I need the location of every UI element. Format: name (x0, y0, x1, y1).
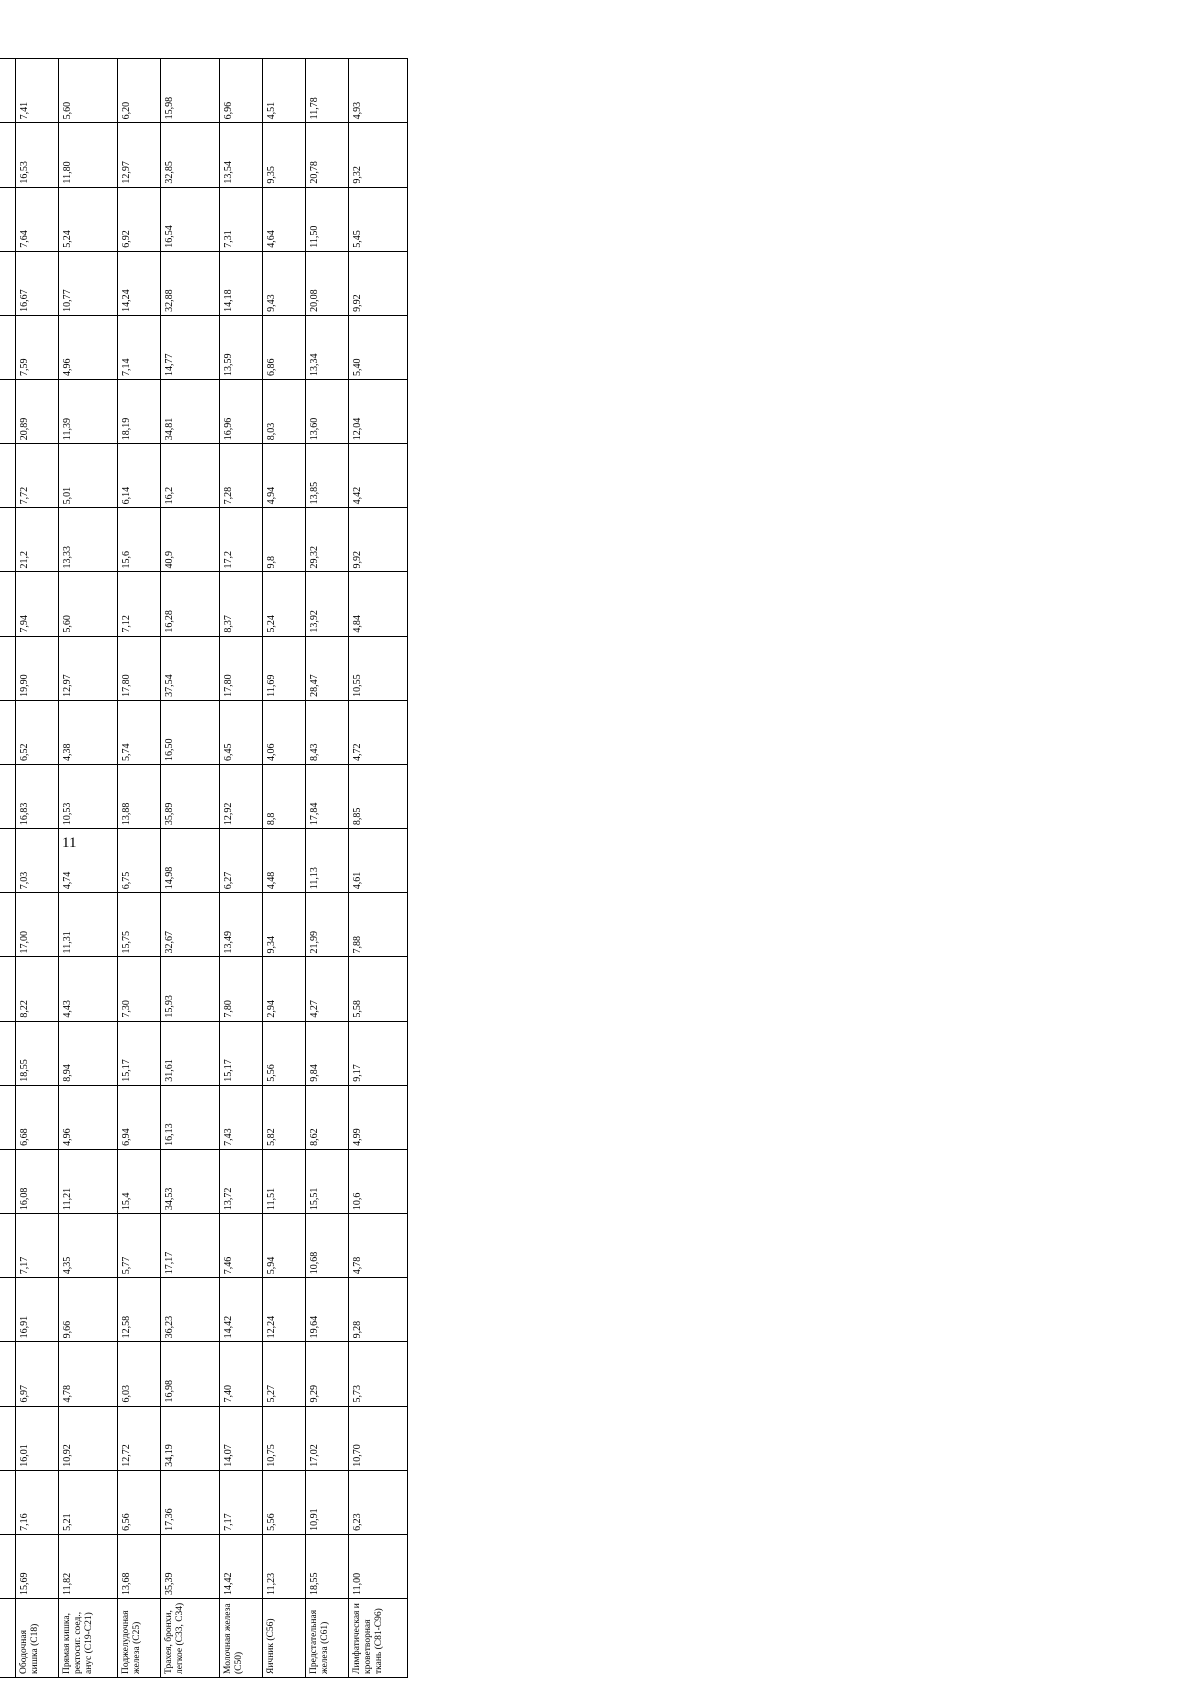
localization-cell: Ободочная кишка (С18) (16, 1599, 59, 1678)
standardized-rate-cell: 16,54 (161, 187, 220, 251)
standardized-rate-cell: 7,94 (16, 572, 59, 636)
localization-cell: Молочная железа (С50) (220, 1599, 263, 1678)
crude-rate-cell: 12,24 (263, 1278, 306, 1342)
standardized-rate-cell: 7,80 (220, 957, 263, 1021)
crude-rate-cell: 15,6 (118, 508, 161, 572)
crude-rate-cell: 9,8 (263, 508, 306, 572)
crude-rate-cell: 11,23 (263, 1534, 306, 1598)
standardized-rate-cell: 14,98 (161, 829, 220, 893)
crude-rate-cell: 15,51 (306, 1149, 349, 1213)
standardized-rate-cell: 6,03 (118, 1342, 161, 1406)
standardized-rate-cell (0, 700, 16, 764)
standardized-rate-cell: 10,91 (306, 1470, 349, 1534)
crude-rate-cell: 20,78 (306, 123, 349, 187)
standardized-rate-cell: 6,97 (16, 1342, 59, 1406)
standardized-rate-cell: 5,60 (59, 572, 118, 636)
crude-rate-cell (0, 764, 16, 828)
standardized-rate-cell: 6,20 (118, 59, 161, 123)
crude-rate-cell: 11,51 (263, 1149, 306, 1213)
standardized-rate-cell: 5,82 (263, 1085, 306, 1149)
standardized-rate-cell: 7,30 (118, 957, 161, 1021)
standardized-rate-cell: 6,96 (220, 59, 263, 123)
crude-rate-cell (0, 1534, 16, 1598)
crude-rate-cell: 9,92 (349, 508, 408, 572)
crude-rate-cell: 12,04 (349, 380, 408, 444)
standardized-rate-cell: 4,96 (59, 315, 118, 379)
crude-rate-cell: 9,28 (349, 1278, 408, 1342)
standardized-rate-cell: 16,50 (161, 700, 220, 764)
standardized-rate-cell: 5,45 (349, 187, 408, 251)
crude-rate-cell: 21,99 (306, 893, 349, 957)
table-row (118, 59, 161, 1678)
localization-cell: Поджелудочная железа (С25) (118, 1599, 161, 1678)
crude-rate-cell: 18,55 (306, 1534, 349, 1598)
localization-cell (0, 1599, 16, 1678)
standardized-rate-cell: 4,38 (59, 700, 118, 764)
crude-rate-cell: 9,17 (349, 1021, 408, 1085)
standardized-rate-cell (0, 829, 16, 893)
crude-rate-cell: 13,72 (220, 1149, 263, 1213)
standardized-rate-cell: 4,61 (349, 829, 408, 893)
standardized-rate-cell: 7,17 (16, 1214, 59, 1278)
crude-rate-cell: 35,89 (161, 764, 220, 828)
crude-rate-cell: 36,23 (161, 1278, 220, 1342)
standardized-rate-cell: 7,31 (220, 187, 263, 251)
mortality-table (0, 58, 408, 1678)
table-row (349, 59, 408, 1678)
crude-rate-cell: 16,01 (16, 1406, 59, 1470)
localization-cell: Трахея, бронхи, легкое (С33, С34) (161, 1599, 220, 1678)
crude-rate-cell: 9,92 (349, 251, 408, 315)
crude-rate-cell: 8,03 (263, 380, 306, 444)
crude-rate-cell: 34,53 (161, 1149, 220, 1213)
table-row (306, 59, 349, 1678)
crude-rate-cell: 9,32 (349, 123, 408, 187)
standardized-rate-cell (0, 957, 16, 1021)
crude-rate-cell: 31,61 (161, 1021, 220, 1085)
crude-rate-cell: 16,96 (220, 380, 263, 444)
crude-rate-cell: 17,00 (16, 893, 59, 957)
crude-rate-cell: 11,39 (59, 380, 118, 444)
table-row (161, 59, 220, 1678)
crude-rate-cell: 9,66 (59, 1278, 118, 1342)
crude-rate-cell: 20,08 (306, 251, 349, 315)
crude-rate-cell: 9,84 (306, 1021, 349, 1085)
crude-rate-cell: 10,92 (59, 1406, 118, 1470)
standardized-rate-cell: 7,16 (16, 1470, 59, 1534)
crude-rate-cell: 10,70 (349, 1406, 408, 1470)
table-row (16, 59, 59, 1678)
standardized-rate-cell: 9,29 (306, 1342, 349, 1406)
standardized-rate-cell: 4,48 (263, 829, 306, 893)
crude-rate-cell: 11,82 (59, 1534, 118, 1598)
standardized-rate-cell (0, 1085, 16, 1149)
crude-rate-cell: 16,08 (16, 1149, 59, 1213)
standardized-rate-cell: 11,13 (306, 829, 349, 893)
standardized-rate-cell: 16,13 (161, 1085, 220, 1149)
crude-rate-cell: 35,39 (161, 1534, 220, 1598)
standardized-rate-cell: 15,93 (161, 957, 220, 1021)
crude-rate-cell: 13,88 (118, 764, 161, 828)
crude-rate-cell (0, 380, 16, 444)
standardized-rate-cell (0, 444, 16, 508)
standardized-rate-cell (0, 572, 16, 636)
crude-rate-cell: 11,00 (349, 1534, 408, 1598)
crude-rate-cell: 12,72 (118, 1406, 161, 1470)
standardized-rate-cell: 10,68 (306, 1214, 349, 1278)
standardized-rate-cell: 5,73 (349, 1342, 408, 1406)
crude-rate-cell: 11,31 (59, 893, 118, 957)
crude-rate-cell: 10,77 (59, 251, 118, 315)
standardized-rate-cell: 6,94 (118, 1085, 161, 1149)
standardized-rate-cell: 16,28 (161, 572, 220, 636)
standardized-rate-cell: 5,77 (118, 1214, 161, 1278)
crude-rate-cell: 19,90 (16, 636, 59, 700)
table-row (263, 59, 306, 1678)
standardized-rate-cell: 5,58 (349, 957, 408, 1021)
crude-rate-cell: 17,80 (118, 636, 161, 700)
crude-rate-cell: 7,88 (349, 893, 408, 957)
standardized-rate-cell: 7,46 (220, 1214, 263, 1278)
crude-rate-cell: 16,53 (16, 123, 59, 187)
crude-rate-cell: 16,91 (16, 1278, 59, 1342)
standardized-rate-cell: 4,78 (59, 1342, 118, 1406)
standardized-rate-cell: 6,86 (263, 315, 306, 379)
crude-rate-cell: 21,2 (16, 508, 59, 572)
standardized-rate-cell: 7,72 (16, 444, 59, 508)
standardized-rate-cell (0, 1214, 16, 1278)
page-number: 11 (62, 835, 77, 851)
crude-rate-cell: 40,9 (161, 508, 220, 572)
crude-rate-cell: 14,24 (118, 251, 161, 315)
standardized-rate-cell: 6,14 (118, 444, 161, 508)
crude-rate-cell: 9,43 (263, 251, 306, 315)
localization-cell: Лимфатическая и кроветворная ткань (С81-С96) (349, 1599, 408, 1678)
crude-rate-cell: 11,21 (59, 1149, 118, 1213)
standardized-rate-cell: 7,12 (118, 572, 161, 636)
crude-rate-cell: 13,60 (306, 380, 349, 444)
crude-rate-cell: 17,80 (220, 636, 263, 700)
crude-rate-cell: 15,4 (118, 1149, 161, 1213)
crude-rate-cell: 32,88 (161, 251, 220, 315)
standardized-rate-cell: 5,24 (263, 572, 306, 636)
crude-rate-cell: 13,68 (118, 1534, 161, 1598)
standardized-rate-cell: 7,03 (16, 829, 59, 893)
standardized-rate-cell (0, 1470, 16, 1534)
crude-rate-cell (0, 251, 16, 315)
standardized-rate-cell: 5,01 (59, 444, 118, 508)
standardized-rate-cell: 5,74 (118, 700, 161, 764)
table-row (59, 59, 118, 1678)
crude-rate-cell: 17,84 (306, 764, 349, 828)
standardized-rate-cell: 4,72 (349, 700, 408, 764)
standardized-rate-cell: 5,40 (349, 315, 408, 379)
crude-rate-cell: 10,75 (263, 1406, 306, 1470)
standardized-rate-cell: 6,92 (118, 187, 161, 251)
crude-rate-cell (0, 1149, 16, 1213)
standardized-rate-cell: 4,42 (349, 444, 408, 508)
standardized-rate-cell: 16,98 (161, 1342, 220, 1406)
standardized-rate-cell: 6,75 (118, 829, 161, 893)
standardized-rate-cell: 4,51 (263, 59, 306, 123)
standardized-rate-cell: 7,28 (220, 444, 263, 508)
crude-rate-cell: 13,33 (59, 508, 118, 572)
crude-rate-cell: 15,69 (16, 1534, 59, 1598)
standardized-rate-cell: 13,34 (306, 315, 349, 379)
standardized-rate-cell: 6,45 (220, 700, 263, 764)
crude-rate-cell: 12,97 (59, 636, 118, 700)
crude-rate-cell: 8,94 (59, 1021, 118, 1085)
crude-rate-cell: 20,89 (16, 380, 59, 444)
crude-rate-cell: 37,54 (161, 636, 220, 700)
crude-rate-cell (0, 1406, 16, 1470)
crude-rate-cell: 5,56 (263, 1021, 306, 1085)
standardized-rate-cell: 13,92 (306, 572, 349, 636)
crude-rate-cell: 10,53 (59, 764, 118, 828)
crude-rate-cell: 15,17 (118, 1021, 161, 1085)
standardized-rate-cell: 5,27 (263, 1342, 306, 1406)
crude-rate-cell: 8,8 (263, 764, 306, 828)
standardized-rate-cell: 4,06 (263, 700, 306, 764)
crude-rate-cell: 32,85 (161, 123, 220, 187)
standardized-rate-cell: 8,62 (306, 1085, 349, 1149)
rotated-content (0, 8, 760, 1708)
crude-rate-cell: 19,64 (306, 1278, 349, 1342)
crude-rate-cell: 12,92 (220, 764, 263, 828)
standardized-rate-cell: 4,96 (59, 1085, 118, 1149)
standardized-rate-cell: 7,41 (16, 59, 59, 123)
crude-rate-cell: 16,83 (16, 764, 59, 828)
standardized-rate-cell: 5,60 (59, 59, 118, 123)
crude-rate-cell: 14,42 (220, 1534, 263, 1598)
localization-cell: Предстательная железа (С61) (306, 1599, 349, 1678)
standardized-rate-cell: 8,37 (220, 572, 263, 636)
standardized-rate-cell: 4,64 (263, 187, 306, 251)
crude-rate-cell: 13,49 (220, 893, 263, 957)
table-row (220, 59, 263, 1678)
crude-rate-cell: 17,2 (220, 508, 263, 572)
standardized-rate-cell: 8,22 (16, 957, 59, 1021)
standardized-rate-cell: 7,59 (16, 315, 59, 379)
standardized-rate-cell (0, 59, 16, 123)
crude-rate-cell (0, 893, 16, 957)
crude-rate-cell: 10,55 (349, 636, 408, 700)
standardized-rate-cell: 4,74 (59, 829, 118, 893)
standardized-rate-cell: 5,24 (59, 187, 118, 251)
standardized-rate-cell: 4,94 (263, 444, 306, 508)
standardized-rate-cell: 16,2 (161, 444, 220, 508)
standardized-rate-cell: 11,50 (306, 187, 349, 251)
standardized-rate-cell: 4,27 (306, 957, 349, 1021)
crude-rate-cell (0, 123, 16, 187)
standardized-rate-cell: 6,23 (349, 1470, 408, 1534)
standardized-rate-cell: 17,36 (161, 1470, 220, 1534)
standardized-rate-cell: 4,78 (349, 1214, 408, 1278)
crude-rate-cell: 16,67 (16, 251, 59, 315)
standardized-rate-cell: 7,17 (220, 1470, 263, 1534)
standardized-rate-cell: 13,59 (220, 315, 263, 379)
crude-rate-cell: 17,02 (306, 1406, 349, 1470)
table-body (0, 59, 408, 1678)
standardized-rate-cell: 6,56 (118, 1470, 161, 1534)
crude-rate-cell (0, 1021, 16, 1085)
standardized-rate-cell (0, 187, 16, 251)
standardized-rate-cell: 7,43 (220, 1085, 263, 1149)
crude-rate-cell: 12,97 (118, 123, 161, 187)
standardized-rate-cell: 17,17 (161, 1214, 220, 1278)
standardized-rate-cell: 2,94 (263, 957, 306, 1021)
crude-rate-cell: 15,17 (220, 1021, 263, 1085)
crude-rate-cell: 32,67 (161, 893, 220, 957)
standardized-rate-cell: 7,14 (118, 315, 161, 379)
standardized-rate-cell (0, 1342, 16, 1406)
standardized-rate-cell: 7,64 (16, 187, 59, 251)
standardized-rate-cell: 7,40 (220, 1342, 263, 1406)
standardized-rate-cell: 11,78 (306, 59, 349, 123)
crude-rate-cell: 28,47 (306, 636, 349, 700)
crude-rate-cell: 13,54 (220, 123, 263, 187)
standardized-rate-cell: 4,84 (349, 572, 408, 636)
localization-cell: Яичник (С56) (263, 1599, 306, 1678)
crude-rate-cell: 12,58 (118, 1278, 161, 1342)
crude-rate-cell: 8,85 (349, 764, 408, 828)
crude-rate-cell: 34,19 (161, 1406, 220, 1470)
standardized-rate-cell: 6,27 (220, 829, 263, 893)
standardized-rate-cell: 15,98 (161, 59, 220, 123)
localization-cell: Прямая кишка, ректосиг. соед., анус (С19-С21) (59, 1599, 118, 1678)
table-row (0, 59, 16, 1678)
standardized-rate-cell: 14,77 (161, 315, 220, 379)
standardized-rate-cell: 4,35 (59, 1214, 118, 1278)
crude-rate-cell: 9,35 (263, 123, 306, 187)
crude-rate-cell: 14,07 (220, 1406, 263, 1470)
standardized-rate-cell: 5,56 (263, 1470, 306, 1534)
crude-rate-cell: 9,34 (263, 893, 306, 957)
standardized-rate-cell: 6,52 (16, 700, 59, 764)
crude-rate-cell (0, 636, 16, 700)
crude-rate-cell: 29,32 (306, 508, 349, 572)
standardized-rate-cell: 6,68 (16, 1085, 59, 1149)
standardized-rate-cell: 5,21 (59, 1470, 118, 1534)
standardized-rate-cell: 4,99 (349, 1085, 408, 1149)
crude-rate-cell: 15,75 (118, 893, 161, 957)
crude-rate-cell (0, 1278, 16, 1342)
standardized-rate-cell: 8,43 (306, 700, 349, 764)
standardized-rate-cell: 5,94 (263, 1214, 306, 1278)
crude-rate-cell: 18,19 (118, 380, 161, 444)
standardized-rate-cell: 4,43 (59, 957, 118, 1021)
crude-rate-cell: 11,69 (263, 636, 306, 700)
standardized-rate-cell: 4,93 (349, 59, 408, 123)
crude-rate-cell: 34,81 (161, 380, 220, 444)
crude-rate-cell: 14,42 (220, 1278, 263, 1342)
standardized-rate-cell: 13,85 (306, 444, 349, 508)
crude-rate-cell: 10,6 (349, 1149, 408, 1213)
crude-rate-cell: 11,80 (59, 123, 118, 187)
crude-rate-cell (0, 508, 16, 572)
crude-rate-cell: 14,18 (220, 251, 263, 315)
crude-rate-cell: 18,55 (16, 1021, 59, 1085)
standardized-rate-cell (0, 315, 16, 379)
